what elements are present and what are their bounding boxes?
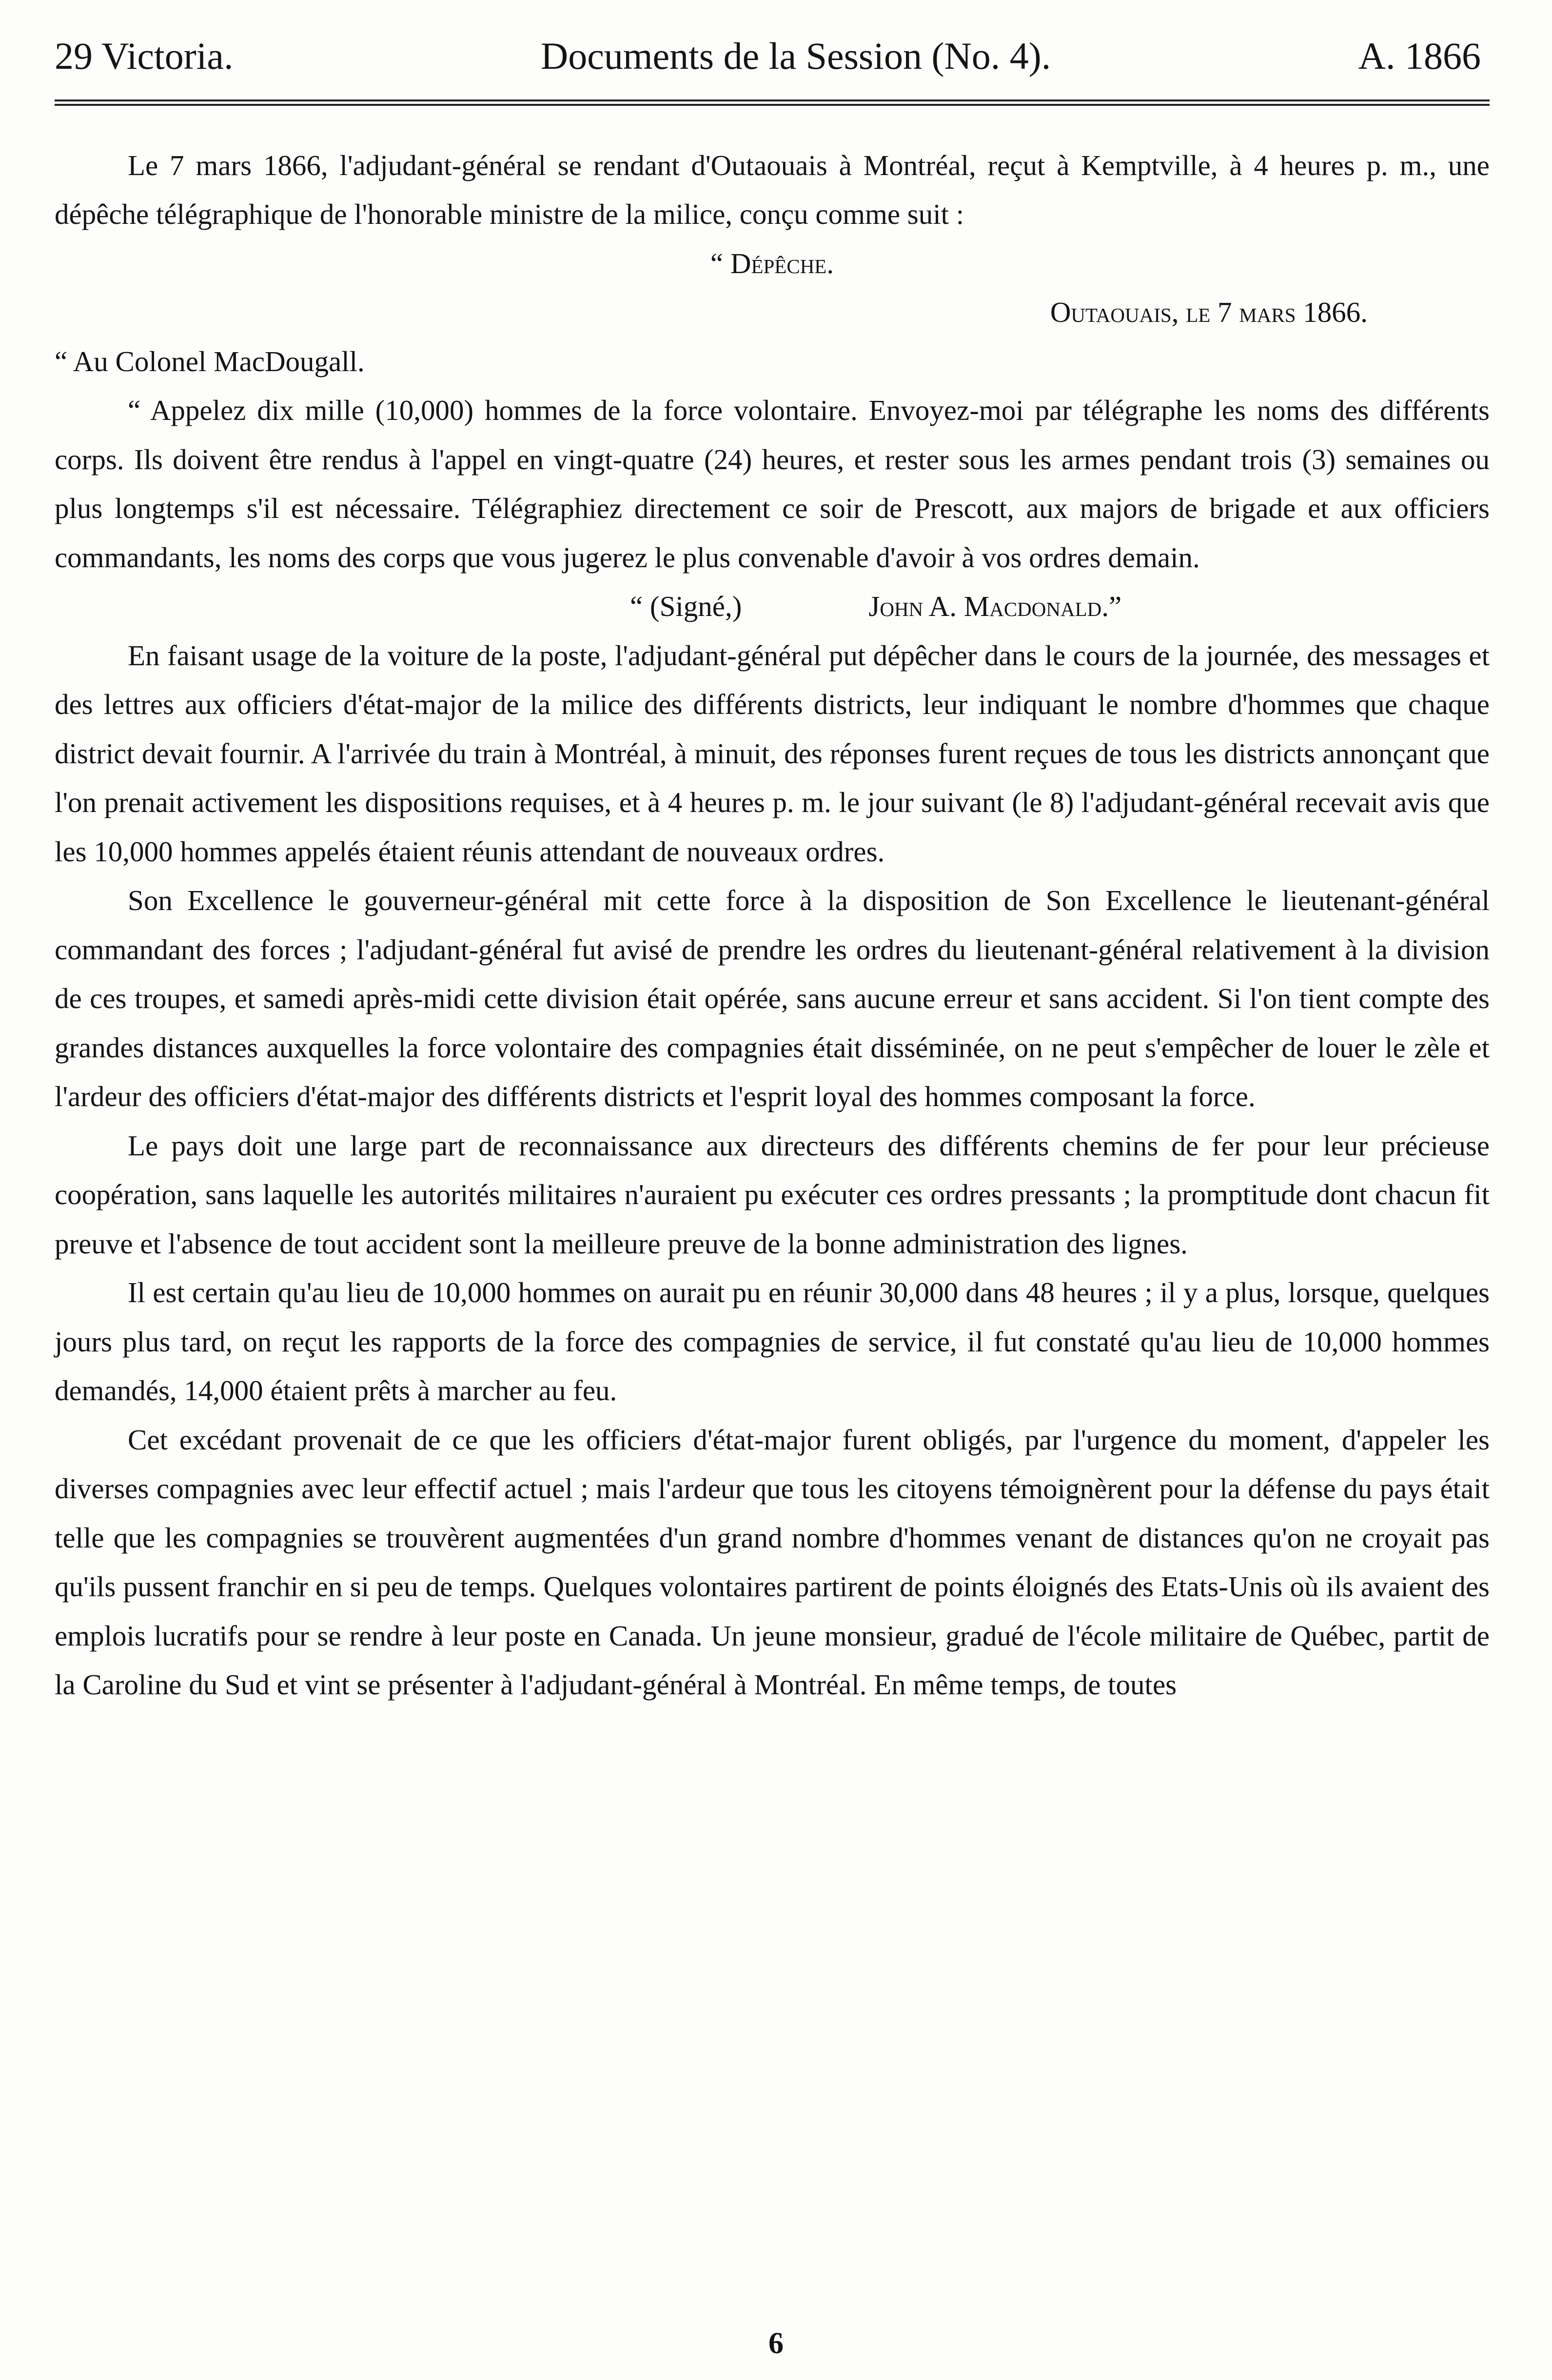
paragraph-postal-messages: En faisant usage de la voiture de la poste, l'adjudant-général put dépêcher dans le cours de la journée, des messages et des lettres aux officiers d'état-major de la milice des différents districts, leur indiquant le nombre d'hommes que chaque district devait fournir. A l'arrivée du train à Montréal, à minuit, des réponses furent reçues de tous les districts annonçant que l'on prenait activement les dispositions requises, et à 4 heures p. m. le jour suivant (le 8) l'adjudant-général recevait avis que les 10,000 hommes appelés étaient réunis attendant de nouveaux ordres. <box>55 639 1490 868</box>
paragraph-governor-general: Son Excellence le gouverneur-général mit cette force à la disposition de Son Excellence le lieutenant-général commandant des forces ; l'adjudant-général fut avisé de prendre les ordres du lieutenant-général relativement à la division de ces troupes, et samedi après-midi cette division était opérée, sans aucune erreur et sans accident. Si l'on tient compte des grandes distances auxquelles la force volontaire des compagnies était disséminée, on ne peut s'empêcher de louer le zèle et l'ardeur des officiers d'état-major des différents districts et l'esprit loyal des hommes composant la force. <box>55 884 1490 1113</box>
dispatch-salutation: “ Au Colonel MacDougall. <box>55 345 365 377</box>
signed-label: “ (Signé,) <box>630 590 742 623</box>
paragraph-excess-volunteers: Cet excédant provenait de ce que les officiers d'état-major furent obligés, par l'urgence du moment, d'appeler les diverses compagnies avec leur effectif actuel ; mais l'ardeur que tous les citoyens témoignèrent pour la défense du pays était telle que les compagnies se trouvèrent augmentées d'un grand nombre d'hommes venant de distances qu'on ne croyait pas qu'ils pussent franchir en si peu de temps. Quelques volontaires partirent de points éloignés des Etats-Unis où ils avaient des emplois lucratifs pour se rendre à leur poste en Canada. Un jeune monsieur, gradué de l'école militaire de Québec, partit de la Caroline du Sud et vint se présenter à l'adjudant-général à Montréal. En même temps, de toutes <box>55 1423 1490 1701</box>
paragraph-thirty-thousand: Il est certain qu'au lieu de 10,000 hommes on aurait pu en réunir 30,000 dans 48 heures ; il y a plus, lorsque, quelques jours plus tard, on reçut les rapports de la force des compagnies de service, il fut constaté qu'au lieu de 10,000 hommes demandés, 14,000 étaient prêts à marcher au feu. <box>55 1276 1490 1407</box>
dispatch-dateline <box>55 288 1490 337</box>
intro-paragraph: Le 7 mars 1866, l'adjudant-général se rendant d'Outaouais à Montréal, reçut à Kemptville, à 4 heures p. m., une dépêche télégraphique de l'honorable ministre de la milice, conçu comme suit : <box>55 149 1490 231</box>
dispatch-heading: “ Dépêche. <box>710 247 834 279</box>
signer-name: John A. Macdonald.” <box>868 590 1122 623</box>
running-header <box>55 34 1490 78</box>
dispatch-dateline-text: Outaouais, le 7 mars 1866. <box>1050 296 1368 329</box>
header-year: A. 1866 <box>1358 35 1481 77</box>
double-rule-divider <box>55 99 1490 106</box>
page-number: 6 <box>768 2327 784 2360</box>
dispatch-body: “ Appelez dix mille (10,000) hommes de la force volontaire. Envoyez-moi par télégraphe les noms des différents corps. Ils doivent être rendus à l'appel en vingt-quatre (24) heures, et rester sous les armes pendant trois (3) semaines ou plus longtemps s'il est nécessaire. Télégraphiez directement ce soir de Prescott, aux majors de brigade et aux officiers commandants, les noms des corps que vous jugerez le plus convenable d'avoir à vos ordres demain. <box>55 394 1490 574</box>
body-text <box>55 141 1490 1709</box>
header-title: Documents de la Session (No. 4). <box>540 35 1051 77</box>
paragraph-railways: Le pays doit une large part de reconnaissance aux directeurs des différents chemins de fer pour leur précieuse coopération, sans laquelle les autorités militaires n'auraient pu exécuter ces ordres pressants ; la promptitude dont chacun fit preuve et l'absence de tout accident sont la meilleure preuve de la bonne administration des lignes. <box>55 1129 1490 1260</box>
dispatch-signature <box>55 582 1490 631</box>
header-volume: 29 Victoria. <box>55 35 234 77</box>
